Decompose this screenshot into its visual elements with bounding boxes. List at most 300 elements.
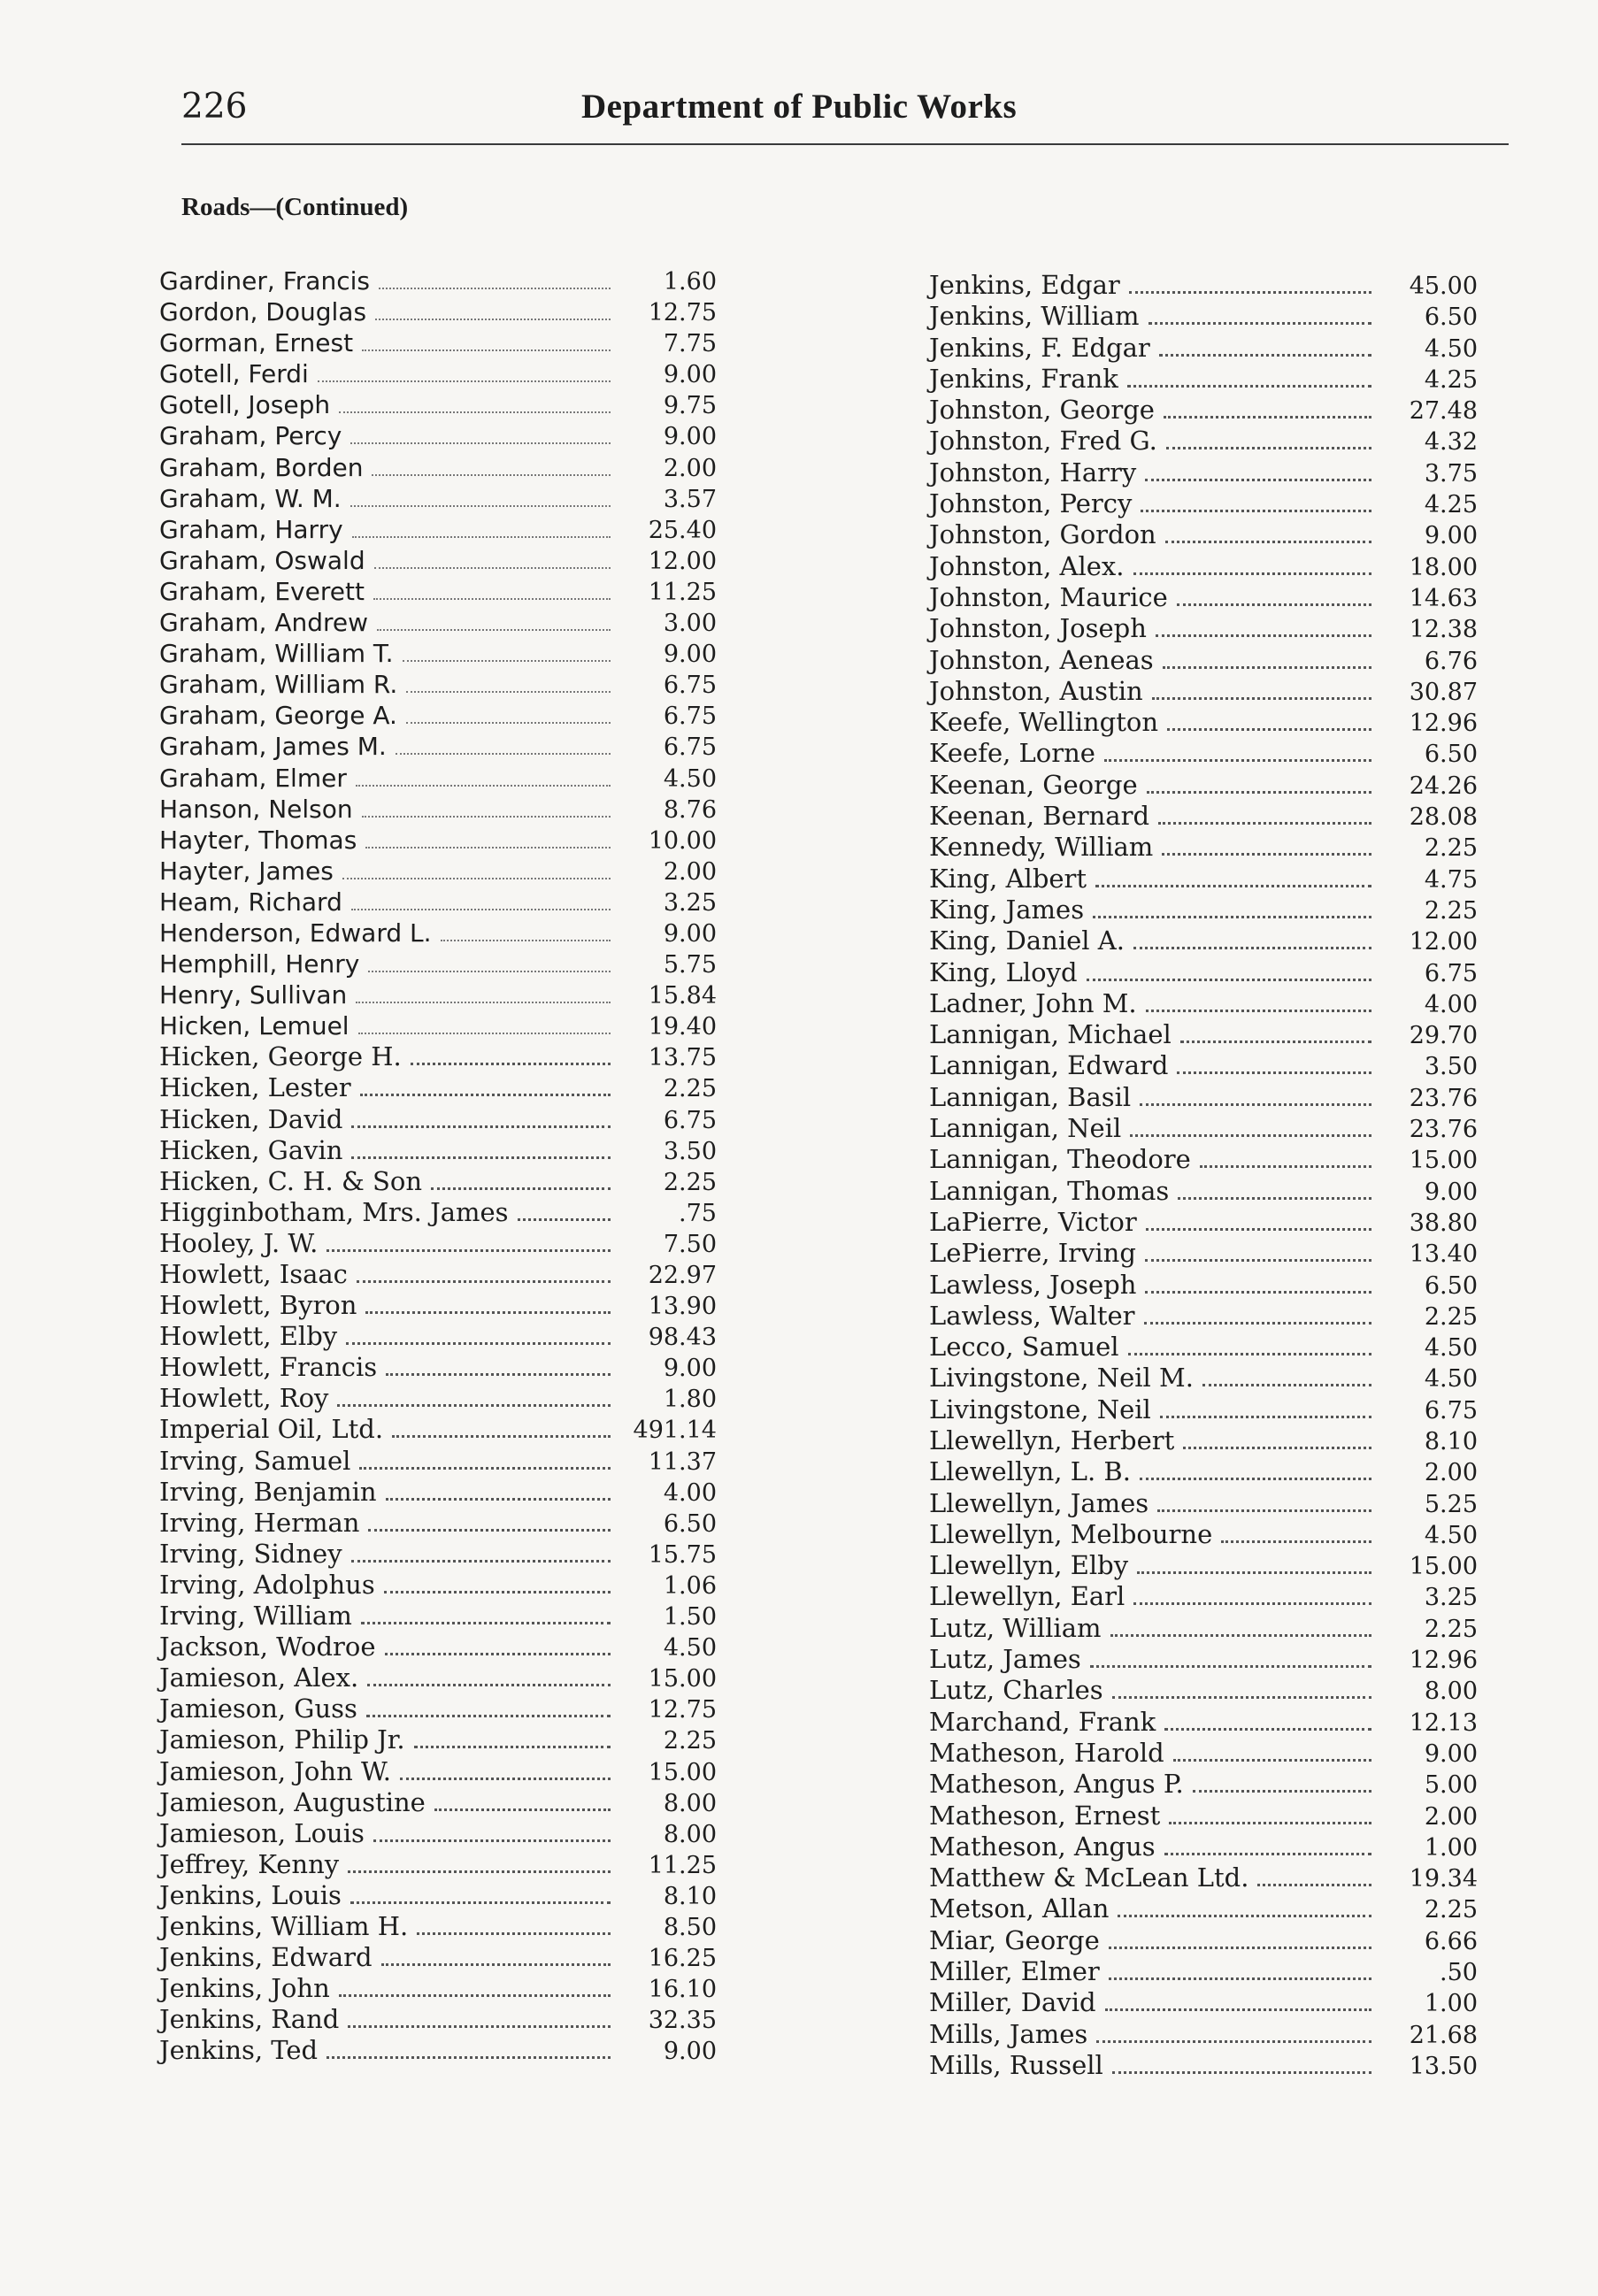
list-item: [159, 948, 734, 979]
entry-amount: 2.00: [1424, 1802, 1478, 1831]
entry-name: Johnston, Aeneas: [929, 644, 1154, 675]
entry-amount: .75: [679, 1199, 717, 1227]
entry-amount: 8.10: [663, 1882, 717, 1910]
dot-leader: [1177, 603, 1371, 606]
list-item: [929, 645, 1478, 676]
entry-amount: 491.14: [633, 1417, 717, 1445]
entry-name: Jenkins, Frank: [929, 363, 1118, 394]
entry-name: Graham, Elmer: [159, 763, 347, 793]
entry-name: Howlett, Elby: [159, 1321, 338, 1352]
dot-leader: [367, 1684, 611, 1686]
list-item: [159, 1849, 734, 1880]
entry-name: Lannigan, Neil: [929, 1113, 1122, 1144]
dot-leader: [372, 474, 611, 476]
entry-name: Jamieson, Louis: [159, 1817, 365, 1848]
list-item: [159, 1756, 734, 1787]
dot-leader: [1145, 479, 1371, 481]
list-item: [929, 1801, 1478, 1831]
dot-leader: [1164, 1853, 1371, 1855]
dot-leader: [1159, 354, 1371, 357]
entry-name: Miar, George: [929, 1924, 1100, 1955]
list-item: [929, 895, 1478, 925]
entry-name: Graham, W. M.: [159, 483, 342, 513]
list-item: [159, 1041, 734, 1072]
entry-name: Henry, Sullivan: [159, 980, 348, 1010]
dot-leader: [342, 878, 611, 879]
list-item: [159, 638, 734, 669]
entry-name: Miller, Elmer: [929, 1956, 1100, 1987]
entry-amount: 13.50: [1409, 2052, 1478, 2080]
dot-leader: [1133, 1602, 1371, 1605]
list-item: [159, 700, 734, 731]
entry-amount: 12.00: [648, 547, 717, 575]
list-item: [159, 1724, 734, 1755]
entry-name: Jenkins, Edward: [159, 1942, 373, 1973]
entry-amount: 4.25: [1424, 365, 1478, 394]
entry-amount: 4.00: [663, 1478, 717, 1507]
dot-leader: [1156, 634, 1371, 637]
dot-leader: [356, 785, 611, 787]
list-item: [929, 1956, 1478, 1987]
entry-name: Jenkins, John: [159, 1973, 330, 2004]
entry-amount: 8.50: [663, 1913, 717, 1941]
dot-leader: [396, 753, 611, 755]
entry-name: Gordon, Douglas: [159, 297, 367, 327]
entry-amount: 6.75: [663, 672, 717, 700]
entry-amount: 2.00: [663, 857, 717, 886]
dot-leader: [1257, 1884, 1371, 1886]
list-item: [929, 1176, 1478, 1207]
entry-amount: 9.00: [663, 641, 717, 669]
entry-amount: 3.50: [1424, 1053, 1478, 1081]
dot-leader: [1090, 1665, 1371, 1668]
entry-name: Jackson, Wodroe: [159, 1632, 376, 1662]
dot-leader: [361, 1622, 611, 1624]
entry-amount: 2.25: [1424, 896, 1478, 925]
dot-leader: [1129, 291, 1371, 294]
dot-leader: [1130, 1134, 1371, 1137]
dot-leader: [1144, 1322, 1371, 1325]
entry-name: Johnston, Fred G.: [929, 426, 1157, 457]
list-item: [929, 1488, 1478, 1519]
list-item: [159, 358, 734, 389]
list-item: [159, 1570, 734, 1601]
dot-leader: [351, 1156, 611, 1159]
dot-leader: [1158, 822, 1371, 825]
list-item: [159, 887, 734, 918]
list-item: [929, 1394, 1478, 1425]
dot-leader: [1110, 1634, 1372, 1637]
entry-amount: 23.76: [1409, 1116, 1478, 1144]
dot-leader: [348, 1870, 611, 1873]
entry-amount: 2.25: [663, 1727, 717, 1755]
list-item: [159, 607, 734, 638]
dot-leader: [327, 2056, 611, 2059]
dot-leader: [1109, 1977, 1371, 1980]
list-item: [159, 1508, 734, 1539]
list-item: [929, 2050, 1478, 2081]
list-item: [929, 707, 1478, 738]
dot-leader: [386, 1373, 611, 1376]
entry-name: Lutz, Charles: [929, 1675, 1103, 1706]
list-item: [929, 1425, 1478, 1456]
dot-leader: [392, 1435, 611, 1438]
entry-amount: 6.75: [1424, 1396, 1478, 1424]
list-item: [929, 1644, 1478, 1675]
entry-amount: 12.75: [648, 299, 717, 327]
entry-name: Ladner, John M.: [929, 987, 1137, 1018]
entry-name: Mills, Russell: [929, 2049, 1103, 2080]
entry-name: Johnston, Harry: [929, 457, 1137, 488]
entry-amount: 29.70: [1409, 1022, 1478, 1050]
dot-leader: [1167, 728, 1371, 731]
entry-name: Hemphill, Henry: [159, 949, 360, 979]
dot-leader: [1177, 1071, 1371, 1074]
entry-amount: 2.25: [1424, 1615, 1478, 1643]
entry-name: Howlett, Isaac: [159, 1259, 348, 1289]
entry-name: Llewellyn, James: [929, 1487, 1149, 1518]
dot-leader: [358, 1033, 611, 1034]
entry-name: Hicken, David: [159, 1103, 343, 1134]
entry-amount: 2.25: [1424, 1302, 1478, 1331]
dot-leader: [406, 722, 611, 724]
list-item: [929, 676, 1478, 707]
dot-leader: [365, 847, 611, 849]
entry-amount: 4.50: [663, 764, 717, 793]
dot-leader: [375, 319, 611, 320]
entry-amount: 11.25: [648, 1851, 717, 1879]
entry-name: Llewellyn, Melbourne: [929, 1518, 1213, 1549]
entry-amount: 8.00: [663, 1789, 717, 1817]
list-item: [929, 1332, 1478, 1363]
entry-name: Mills, James: [929, 2018, 1088, 2049]
entry-amount: 45.00: [1409, 273, 1478, 300]
entry-amount: 3.25: [1424, 1584, 1478, 1612]
entry-amount: 19.40: [648, 1013, 717, 1041]
entry-name: Howlett, Byron: [159, 1290, 357, 1321]
dot-leader: [374, 567, 611, 569]
list-item: [929, 333, 1478, 364]
list-item: [929, 1050, 1478, 1081]
entry-amount: 6.75: [663, 703, 717, 731]
entry-amount: 4.50: [1424, 1521, 1478, 1549]
entry-name: Graham, Harry: [159, 514, 343, 544]
dot-leader: [1128, 1353, 1371, 1355]
entry-name: Matheson, Angus P.: [929, 1769, 1184, 1800]
dot-leader: [384, 1591, 611, 1593]
list-item: [929, 395, 1478, 426]
entry-amount: 4.50: [1424, 1334, 1478, 1363]
entry-amount: 27.48: [1409, 397, 1478, 426]
dot-leader: [362, 816, 611, 818]
dot-leader: [1095, 885, 1371, 887]
entry-name: Jeffrey, Kenny: [159, 1848, 340, 1879]
list-item: [929, 457, 1478, 488]
list-item: [929, 1019, 1478, 1050]
dot-leader: [518, 1218, 611, 1221]
entry-name: Lannigan, Thomas: [929, 1175, 1170, 1206]
entry-name: King, James: [929, 894, 1085, 925]
entry-name: Irving, Samuel: [159, 1445, 351, 1476]
dot-leader: [403, 660, 611, 662]
dot-leader: [1202, 1384, 1371, 1386]
entry-name: Keenan, George: [929, 769, 1138, 800]
entry-name: Llewellyn, L. B.: [929, 1456, 1131, 1487]
list-item: [159, 296, 734, 327]
dot-leader: [1146, 1228, 1371, 1231]
entry-amount: 4.25: [1424, 491, 1478, 519]
entry-amount: 2.00: [663, 454, 717, 482]
entry-name: Matheson, Angus: [929, 1831, 1156, 1862]
list-item: [929, 1738, 1478, 1769]
list-item: [159, 1601, 734, 1632]
entry-amount: .50: [1440, 1959, 1478, 1987]
entry-amount: 12.96: [1409, 1647, 1478, 1675]
list-item: [159, 979, 734, 1010]
entry-name: Jamieson, Philip Jr.: [159, 1724, 405, 1755]
entry-name: Howlett, Francis: [159, 1352, 378, 1383]
dot-leader: [350, 505, 611, 507]
entry-amount: 12.38: [1409, 616, 1478, 644]
entry-amount: 2.25: [1424, 834, 1478, 863]
list-item: [929, 1707, 1478, 1738]
entry-name: Lawless, Joseph: [929, 1269, 1137, 1300]
entry-amount: 9.75: [663, 392, 717, 420]
entry-amount: 9.00: [1424, 1178, 1478, 1206]
entry-amount: 4.50: [663, 1634, 717, 1662]
list-item: [929, 301, 1478, 332]
list-item: [929, 1987, 1478, 2018]
entry-amount: 30.87: [1409, 678, 1478, 706]
list-item: [159, 1135, 734, 1166]
list-item: [159, 576, 734, 607]
list-item: [929, 1301, 1478, 1332]
entry-name: Graham, William T.: [159, 639, 394, 669]
entry-amount: 9.00: [663, 2038, 717, 2066]
entry-amount: 9.00: [1424, 1739, 1478, 1768]
dot-leader: [1133, 947, 1371, 949]
list-item: [929, 925, 1478, 956]
entry-name: Jamieson, Alex.: [159, 1662, 359, 1693]
entry-amount: 22.97: [648, 1262, 717, 1289]
entry-name: Lecco, Samuel: [929, 1332, 1119, 1363]
list-item: [159, 1352, 734, 1383]
list-item: [929, 738, 1478, 769]
entry-name: Jamieson, Augustine: [159, 1786, 426, 1817]
list-item: [159, 420, 734, 451]
dot-leader: [362, 349, 611, 351]
entry-amount: 9.00: [663, 1355, 717, 1383]
list-item: [159, 1414, 734, 1445]
entry-name: Llewellyn, Herbert: [929, 1424, 1175, 1455]
entry-name: Hicken, Lester: [159, 1072, 351, 1103]
list-item: [929, 1550, 1478, 1581]
entry-name: Hicken, Lemuel: [159, 1011, 350, 1041]
dot-leader: [1221, 1540, 1371, 1543]
entry-amount: 25.40: [648, 516, 717, 544]
list-item: [929, 1893, 1478, 1924]
entry-name: Irving, Sidney: [159, 1538, 342, 1569]
entry-name: Gorman, Ernest: [159, 328, 354, 358]
entry-name: Lutz, William: [929, 1612, 1102, 1643]
entry-amount: 12.13: [1409, 1709, 1478, 1737]
list-item: [159, 1973, 734, 2004]
entry-name: Llewellyn, Earl: [929, 1581, 1126, 1612]
entry-amount: 2.25: [663, 1168, 717, 1196]
dot-leader: [1105, 2008, 1371, 2011]
list-item: [929, 1113, 1478, 1144]
dot-leader: [1165, 541, 1371, 543]
entry-amount: 4.50: [1424, 1365, 1478, 1394]
list-item: [929, 1082, 1478, 1113]
dot-leader: [1180, 1040, 1371, 1043]
list-item: [929, 613, 1478, 644]
entry-name: Jenkins, Edgar: [929, 270, 1120, 300]
entry-name: Hicken, Gavin: [159, 1134, 343, 1165]
dot-leader: [1193, 1790, 1371, 1793]
entry-name: Matthew & McLean Ltd.: [929, 1862, 1249, 1893]
entry-amount: 21.68: [1409, 2021, 1478, 2049]
dot-leader: [434, 1808, 611, 1811]
entry-amount: 1.60: [663, 268, 717, 296]
entry-amount: 9.00: [663, 919, 717, 948]
dot-leader: [1163, 666, 1371, 669]
entry-name: Gotell, Joseph: [159, 390, 331, 420]
dot-leader: [1112, 1696, 1371, 1699]
entry-amount: 6.50: [663, 1509, 717, 1538]
entry-amount: 15.00: [648, 1758, 717, 1786]
list-item: [929, 957, 1478, 988]
list-item: [929, 1456, 1478, 1487]
entry-name: Heam, Richard: [159, 887, 342, 917]
entry-amount: 3.00: [663, 610, 717, 638]
list-item: [929, 1613, 1478, 1644]
entry-name: Irving, Herman: [159, 1507, 360, 1538]
entry-amount: 24.26: [1409, 772, 1478, 800]
list-item: [929, 270, 1478, 301]
entry-amount: 9.00: [663, 423, 717, 451]
entry-amount: 6.75: [663, 1106, 717, 1134]
entry-amount: 6.66: [1424, 1927, 1478, 1955]
dot-leader: [1164, 1728, 1371, 1731]
entry-amount: 15.75: [648, 1540, 717, 1569]
entry-name: Graham, Everett: [159, 576, 365, 606]
dot-leader: [339, 1994, 611, 1997]
entry-amount: 1.00: [1424, 1833, 1478, 1862]
list-item: [159, 1693, 734, 1724]
dot-leader: [359, 1467, 611, 1470]
list-item: [929, 1144, 1478, 1175]
list-item: [929, 1270, 1478, 1301]
dot-leader: [1109, 1947, 1371, 1949]
dot-leader: [1162, 853, 1371, 856]
dot-leader: [351, 1560, 611, 1563]
dot-leader: [365, 1311, 611, 1314]
dot-leader: [1093, 916, 1371, 918]
entry-amount: 2.25: [663, 1075, 717, 1103]
dot-leader: [1137, 1571, 1371, 1574]
dot-leader: [339, 411, 611, 413]
list-item: [159, 856, 734, 887]
entry-amount: 32.35: [648, 2007, 717, 2035]
entry-name: LePierre, Irving: [929, 1238, 1136, 1269]
entry-amount: 2.00: [1424, 1459, 1478, 1487]
dot-leader: [377, 629, 611, 631]
entry-name: Graham, George A.: [159, 701, 397, 731]
entry-amount: 11.25: [648, 578, 717, 606]
dot-leader: [431, 1187, 611, 1190]
list-item: [159, 483, 734, 514]
list-item: [159, 1787, 734, 1818]
entry-amount: 98.43: [648, 1324, 717, 1352]
entry-amount: 11.37: [648, 1447, 717, 1476]
list-item: [929, 551, 1478, 582]
dot-leader: [373, 598, 611, 600]
entry-name: Hayter, James: [159, 856, 334, 886]
entry-amount: 16.25: [648, 1945, 717, 1973]
list-item: [159, 389, 734, 420]
entry-amount: 4.00: [1424, 990, 1478, 1018]
page-number: 226: [181, 87, 248, 127]
entry-amount: 12.00: [1409, 928, 1478, 956]
list-item: [159, 918, 734, 948]
entry-amount: 13.75: [648, 1044, 717, 1072]
list-item: [929, 1831, 1478, 1862]
entry-name: Johnston, Gordon: [929, 519, 1156, 550]
dot-leader: [385, 1653, 611, 1655]
entry-name: Matheson, Harold: [929, 1737, 1164, 1768]
entry-amount: 1.00: [1424, 1990, 1478, 2018]
entry-name: Graham, Oswald: [159, 545, 365, 575]
dot-leader: [346, 1342, 611, 1345]
list-item: [929, 1581, 1478, 1612]
dot-leader: [1096, 2040, 1371, 2043]
entry-amount: 3.57: [663, 485, 717, 513]
dot-leader: [373, 1839, 611, 1842]
entry-amount: 38.80: [1409, 1209, 1478, 1237]
list-item: [159, 265, 734, 296]
entry-name: Lannigan, Michael: [929, 1019, 1172, 1050]
entry-amount: 23.76: [1409, 1084, 1478, 1112]
list-item: [159, 1539, 734, 1570]
page-title: Department of Public Works: [581, 88, 1018, 126]
list-item: [929, 1363, 1478, 1394]
list-item: [159, 1290, 734, 1321]
list-item: [159, 1104, 734, 1135]
dot-leader: [1145, 1259, 1371, 1262]
dot-leader: [1146, 1010, 1371, 1012]
entry-amount: 7.50: [663, 1230, 717, 1258]
entry-name: Livingstone, Neil: [929, 1394, 1151, 1424]
dot-leader: [1178, 1197, 1371, 1200]
entry-amount: 8.10: [1424, 1427, 1478, 1455]
entry-name: Jenkins, William H.: [159, 1910, 409, 1941]
dot-leader: [1166, 447, 1371, 449]
entry-name: Livingstone, Neil M.: [929, 1363, 1194, 1394]
entry-amount: 6.50: [1424, 741, 1478, 769]
entry-name: Jenkins, Louis: [159, 1879, 342, 1910]
entry-name: Metson, Allan: [929, 1893, 1110, 1924]
dot-leader: [406, 691, 611, 693]
list-item: [159, 794, 734, 825]
dot-leader: [414, 1746, 611, 1748]
entry-name: Jenkins, William: [929, 301, 1140, 332]
dot-leader: [351, 1125, 611, 1128]
entry-amount: 1.80: [663, 1386, 717, 1414]
entry-name: Hicken, George H.: [159, 1041, 402, 1072]
list-item: [159, 731, 734, 762]
list-item: [159, 1259, 734, 1290]
